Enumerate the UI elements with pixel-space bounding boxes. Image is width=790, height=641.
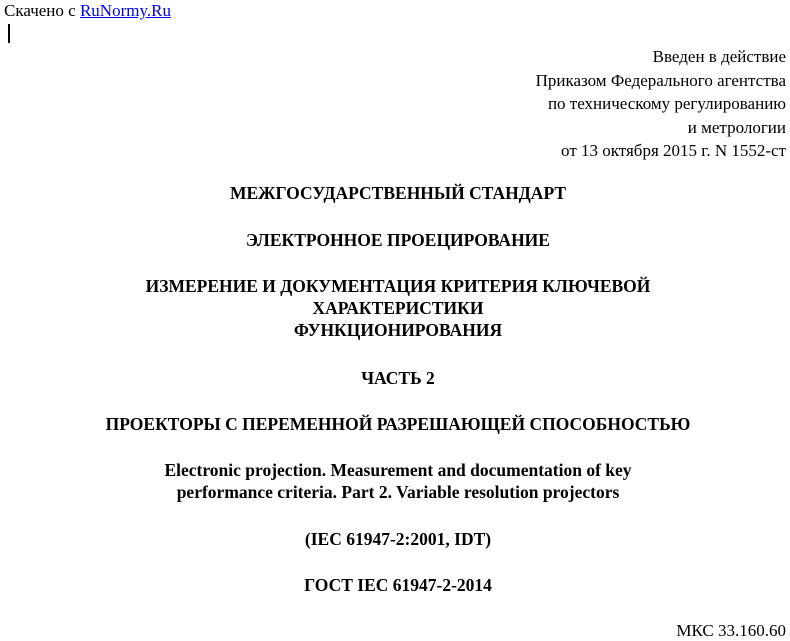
english-title-line: performance criteria. Part 2. Variable resolution projectors (176, 482, 620, 502)
title-2-line: ХАРАКТЕРИСТИКИ (312, 298, 484, 318)
gost-number: ГОСТ IEC 61947-2-2014 (304, 575, 492, 595)
approval-line: и метрологии (687, 117, 786, 137)
text-cursor (8, 24, 10, 43)
mks-code: МКС 33.160.60 (676, 621, 786, 640)
source-line (4, 1, 171, 21)
approval-line: Введен в действие (652, 47, 786, 66)
approval-line: от 13 октября 2015 г. N 1552-ст (561, 141, 786, 161)
source-prefix: Скачено с (4, 1, 76, 20)
standard-part: ЧАСТЬ 2 (361, 368, 435, 388)
title-2-line: ИЗМЕРЕНИЕ И ДОКУМЕНТАЦИЯ КРИТЕРИЯ КЛЮЧЕВОЙ (145, 276, 651, 296)
approval-line: по техническому регулированию (547, 94, 786, 114)
approval-block (386, 45, 786, 163)
approval-line: Приказом Федерального агентства (535, 70, 786, 90)
english-title (0, 459, 790, 503)
standard-subtitle: ПРОЕКТОРЫ С ПЕРЕМЕННОЙ РАЗРЕШАЮЩЕЙ СПОСОБНОСТЬЮ (105, 414, 691, 434)
standard-title-2 (0, 275, 790, 341)
standard-title-1: ЭЛЕКТРОННОЕ ПРОЕЦИРОВАНИЕ (246, 230, 550, 250)
iec-reference: (IEC 61947-2:2001, IDT) (304, 529, 492, 549)
title-2-line: ФУНКЦИОНИРОВАНИЯ (293, 320, 503, 340)
standard-type: МЕЖГОСУДАРСТВЕННЫЙ СТАНДАРТ (229, 183, 567, 203)
english-title-line: Electronic projection. Measurement and documentation of key (164, 460, 632, 480)
runormy-link[interactable]: RuNormy.Ru (79, 1, 171, 20)
